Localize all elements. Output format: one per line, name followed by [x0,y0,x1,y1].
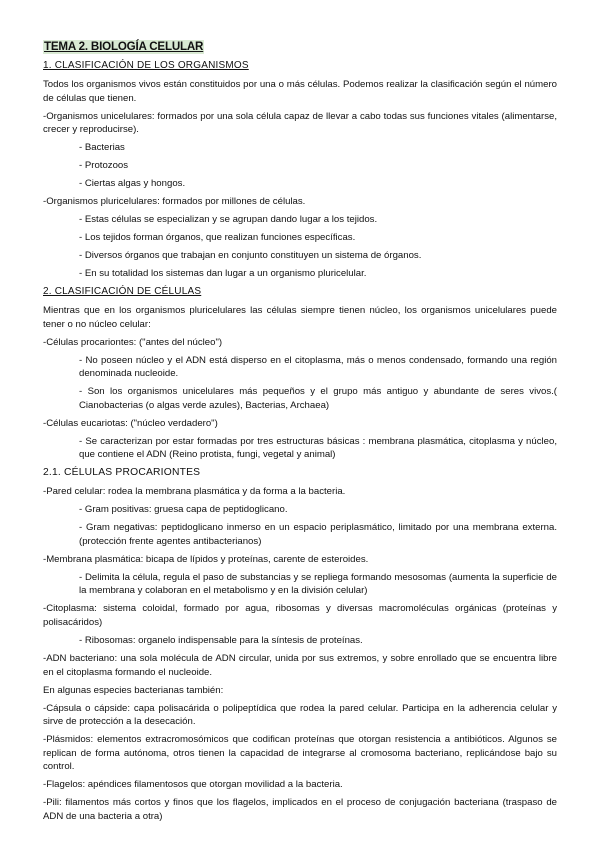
pili-paragraph: -Pili: filamentos más cortos y finos que los flagelos, implicados en el proceso de conjugación bacteriana (traspaso de ADN de una bacteria a otra) [43,797,557,822]
list-item: - Gram negativas: peptidoglicano inmerso en un espacio periplasmático, limitado por una membrana externa. (protección frente agentes antibacterianos) [79,522,557,547]
list-item: - Diversos órganos que trabajan en conjunto constituyen un sistema de órganos. [79,250,422,262]
document-page [43,40,557,828]
procariontes-paragraph: -Células procariontes: ("antes del núcleo") [43,336,223,348]
list-item: - Son los organismos unicelulares más pequeños y el grupo más antiguo y abundante de seres vivos.( Cianobacterias (o algas verde azules), Bacterias, Archaea) [79,386,557,411]
plasmidos-paragraph: -Plásmidos: elementos extracromosómicos que codifican proteínas que otorgan resistencia a antibióticos. Algunos se replican de forma autónoma, otros tienen la capacidad de integrarse al cromosoma bacteriano, replicándose bajo su control. [43,734,557,773]
section-1-heading: 1. CLASIFICACIÓN DE LOS ORGANISMOS [43,60,249,71]
pared-paragraph: -Pared celular: rodea la membrana plasmática y da forma a la bacteria. [43,486,346,498]
pluricelulares-paragraph: -Organismos pluricelulares: formados por millones de células. [43,196,306,208]
list-item: - En su totalidad los sistemas dan lugar a un organismo pluricelular. [79,268,367,280]
list-item: - Delimita la célula, regula el paso de substancias y se repliega formando mesosomas (aumenta la superficie de la membrana y colaboran en el metabolismo y en la división celular) [79,571,557,597]
eucariotas-paragraph: -Células eucariotas: ("núcleo verdadero") [43,417,218,429]
section-2-heading: 2. CLASIFICACIÓN DE CÉLULAS [43,286,202,298]
list-item: - Estas células se especializan y se agrupan dando lugar a los tejidos. [79,214,378,226]
list-item: - Protozoos [79,160,129,172]
membrana-paragraph: -Membrana plasmática: bicapa de lípidos y proteínas, carente de esteroides. [43,553,369,565]
list-item: - Gram positivas: gruesa capa de peptidoglicano. [79,504,288,516]
capsula-paragraph: -Cápsula o cápside: capa polisacárida o polipeptídica que rodea la pared celular. Participa en la adherencia celular y sirve de protección a la desecación. [43,702,557,728]
list-item: - Ciertas algas y hongos. [79,178,186,190]
section-1-intro: Todos los organismos vivos están constituidos por una o más células. Podemos realizar la clasificación según el número de células que tienen. [43,79,557,104]
list-item: - Los tejidos forman órganos, que realizan funciones específicas. [79,232,356,244]
adn-paragraph: -ADN bacteriano: una sola molécula de ADN circular, unida por sus extremos, y sobre enrollado que se encuentra libre en el citoplasma formando el nucleoide. [43,652,557,678]
algunas-paragraph: En algunas especies bacterianas también: [43,684,224,696]
citoplasma-paragraph: -Citoplasma: sistema coloidal, formado por agua, ribosomas y diversas macromoléculas orgánicas (proteínas y polisacáridos) [43,603,557,629]
flagelos-paragraph: -Flagelos: apéndices filamentosos que otorgan movilidad a la bacteria. [43,779,343,791]
list-item: - Ribosomas: organelo indispensable para la síntesis de proteínas. [79,635,363,646]
unicelulares-paragraph: -Organismos unicelulares: formados por una sola célula capaz de llevar a cabo todas sus funciones vitales (alimentarse, crecer y reproducirse). [43,110,557,136]
section-2-intro: Mientras que en los organismos pluricelulares las células siempre tienen núcleo, los organismos unicelulares puede tener o no núcleo celular: [43,305,557,330]
list-item: - Bacterias [79,142,125,154]
section-2-1-heading: 2.1. CÉLULAS PROCARIONTES [43,467,201,479]
list-item: - Se caracterizan por estar formadas por tres estructuras básicas : membrana plasmática, citoplasma y núcleo, que contiene el ADN (Reino protista, fungi, vegetal y animal) [79,435,557,461]
document-title: TEMA 2. BIOLOGÍA CELULAR [44,40,204,53]
list-item: - No poseen núcleo y el ADN está disperso en el citoplasma, más o menos condensado, formando una región denominada nucleoide. [79,354,557,380]
